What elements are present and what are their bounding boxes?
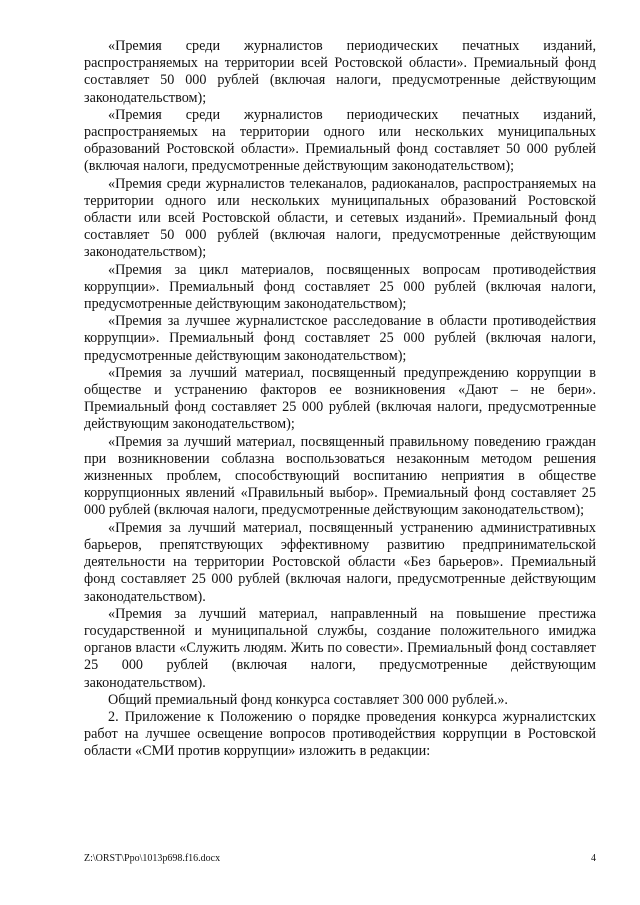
paragraph-total-fund: Общий премиальный фонд конкурса составляет 300 000 рублей.». bbox=[108, 691, 508, 708]
paragraph-appendix-amendment: 2. Приложение к Положению о порядке проведения конкурса журналистских работ на лучшее освещение вопросов противодействия коррупции в Ростовской области «СМИ против коррупции» изложить в редакции: bbox=[84, 708, 596, 760]
paragraph-premium-print-region: «Премия среди журналистов периодических печатных изданий, распространяемых на территории всей Ростовской области». Премиальный фонд составляет 50 000 рублей (включая налоги, предусмотренные действующим законодательством); bbox=[84, 38, 596, 106]
paragraph-premium-right-choice: «Премия за лучший материал, посвященный правильному поведению граждан при возникновении соблазна воспользоваться незаконным методом решения жизненных проблем, способствующий воспитанию неприятия в обществе коррупционных явлений «Правильный выбор». Премиальный фонд составляет 25 000 рублей (включая налоги, предусмотренные действующим законодательством); bbox=[84, 433, 596, 519]
paragraph-premium-print-municipal: «Премия среди журналистов периодических печатных изданий, распространяемых на территории одного или нескольких муниципальных образований Ростовской области». Премиальный фонд составляет 50 000 рублей (включая налоги, предусмотренные действующим законодательством); bbox=[84, 106, 596, 175]
page-number: 4 bbox=[591, 853, 596, 864]
paragraph-premium-material-series: «Премия за цикл материалов, посвященных вопросам противодействия коррупции». Премиальный фонд составляет 25 000 рублей (включая налоги, предусмотренные действующим законодательством); bbox=[84, 261, 596, 313]
document-body bbox=[84, 38, 596, 761]
footer-file-path: Z:\ORST\Ppo\1013p698.f16.docx bbox=[84, 853, 221, 864]
paragraph-premium-prevention: «Премия за лучший материал, посвященный предупреждению коррупции в обществе и устранению факторов ее возникновения «Дают – не бери». Премиальный фонд составляет 25 000 рублей (включая налоги, предусмотренные действующим законодательством); bbox=[84, 364, 596, 433]
paragraph-premium-investigation: «Премия за лучшее журналистское расследование в области противодействия коррупции». Премиальный фонд составляет 25 000 рублей (включая налоги, предусмотренные действующим законодательством); bbox=[84, 313, 596, 364]
paragraph-premium-public-service: «Премия за лучший материал, направленный на повышение престижа государственной и муниципальной службы, создание положительного имиджа органов власти «Служить людям. Жить по совести». Премиальный фонд составляет 25 000 рублей (включая налоги, предусмотренные действующим законодательством). bbox=[84, 605, 596, 691]
paragraph-premium-tv-radio-online: «Премия среди журналистов телеканалов, радиоканалов, распространяемых на территории одного или нескольких муниципальных образований Ростовской области или всей Ростовской области, и сетевых изданий». Премиальный фонд составляет 50 000 рублей (включая налоги, предусмотренные действующим законодательством); bbox=[84, 175, 596, 261]
paragraph-premium-no-barriers: «Премия за лучший материал, посвященный устранению административных барьеров, препятствующих эффективному развитию предпринимательской деятельности на территории Ростовской области «Без барьеров». Премиальный фонд составляет 25 000 рублей (включая налоги, предусмотренные действующим законодательством). bbox=[84, 519, 596, 605]
